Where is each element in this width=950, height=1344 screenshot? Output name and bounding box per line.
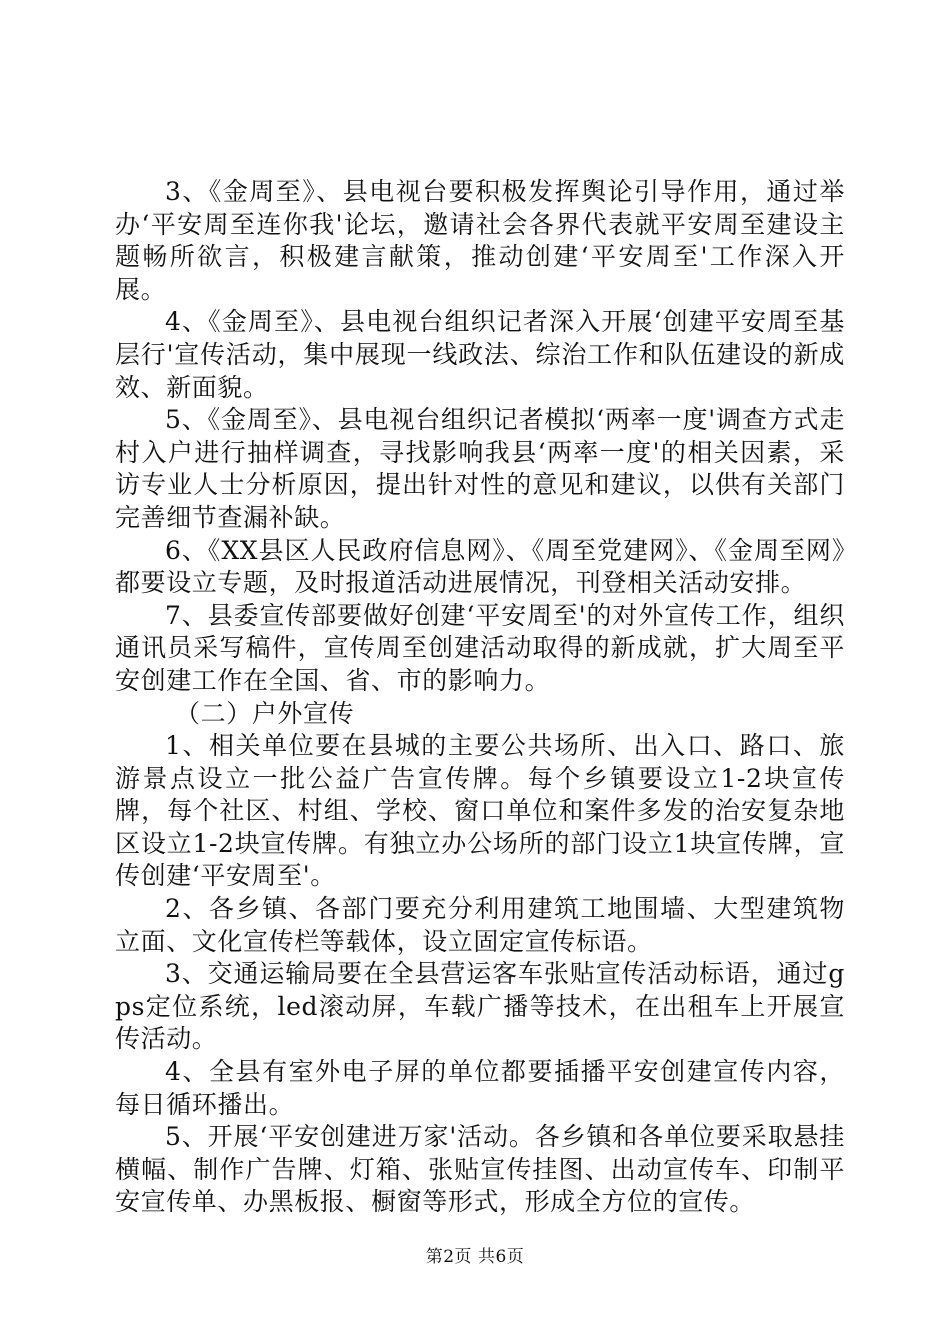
paragraph-outdoor-1: 1、相关单位要在县城的主要公共场所、出入口、路口、旅游景点设立一批公益广告宣传牌。每个乡镇要设立1-2块宣传牌，每个社区、村组、学校、窗口单位和案件多发的治安复杂地区设立1-2块宣传牌。有独立办公场所的部门设立1块宣传牌，宣传创建‘平安周至'。 — [115, 731, 845, 891]
paragraph-media-6: 6、《XX县区人民政府信息网》、《周至党建网》、《金周至网》都要设立专题，及时报道活动进展情况，刊登相关活动安排。 — [115, 535, 845, 598]
document-body — [115, 176, 845, 1219]
paragraph-media-5: 5、《金周至》、县电视台组织记者模拟‘两率一度'调查方式走村入户进行抽样调查，寻找影响我县‘两率一度'的相关因素，采访专业人士分析原因，提出针对性的意见和建议，以供有关部门完善细节查漏补缺。 — [115, 405, 845, 532]
paragraph-outdoor-3: 3、交通运输局要在全县营运客车张贴宣传活动标语，通过gps定位系统，led滚动屏，车载广播等技术，在出租车上开展宣传活动。 — [115, 959, 845, 1054]
paragraph-media-4: 4、《金周至》、县电视台组织记者深入开展‘创建平安周至基层行'宣传活动，集中展现一线政法、综治工作和队伍建设的新成效、新面貌。 — [115, 307, 845, 402]
section-heading-outdoor: （二）户外宣传 — [175, 698, 355, 728]
paragraph-outdoor-4: 4、全县有室外电子屏的单位都要插播平安创建宣传内容，每日循环播出。 — [115, 1057, 845, 1119]
paragraph-media-3: 3、《金周至》、县电视台要积极发挥舆论引导作用，通过举办‘平安周至连你我'论坛，邀请社会各界代表就平安周至建设主题畅所欲言，积极建言献策，推动创建‘平安周至'工作深入开展。 — [115, 177, 845, 304]
page-number-footer: 第2页 共6页 — [425, 1247, 525, 1267]
paragraph-outdoor-5: 5、开展‘平安创建进万家'活动。各乡镇和各单位要采取悬挂横幅、制作广告牌、灯箱、张贴宣传挂图、出动宣传车、印制平安宣传单、办黑板报、橱窗等形式，形成全方位的宣传。 — [115, 1122, 845, 1217]
paragraph-media-7: 7、县委宣传部要做好创建‘平安周至'的对外宣传工作，组织通讯员采写稿件，宣传周至创建活动取得的新成就，扩大周至平安创建工作在全国、省、市的影响力。 — [115, 600, 845, 695]
paragraph-outdoor-2: 2、各乡镇、各部门要充分利用建筑工地围墙、大型建筑物立面、文化宣传栏等载体，设立固定宣传标语。 — [115, 894, 845, 956]
